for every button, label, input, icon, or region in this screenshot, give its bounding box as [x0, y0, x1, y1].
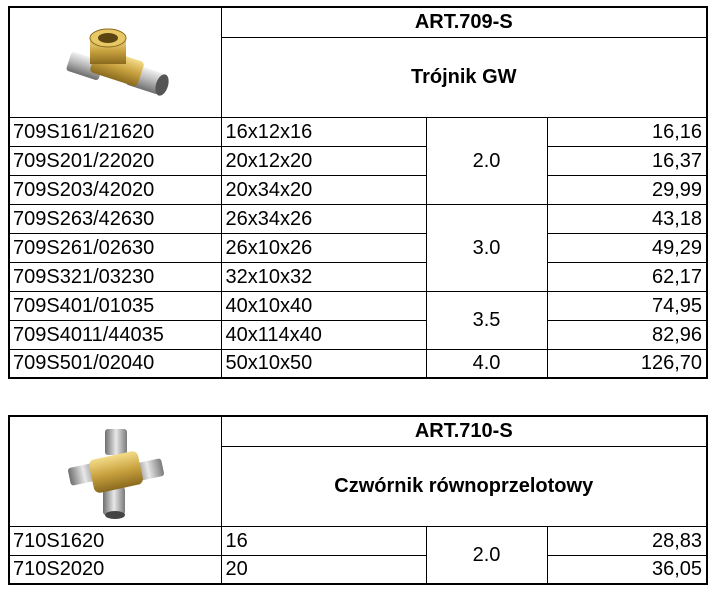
- product-code: 709S161/21620: [9, 117, 221, 146]
- product-name: Trójnik GW: [221, 37, 707, 117]
- product-size: 26x34x26: [221, 204, 426, 233]
- product-code: 709S501/02040: [9, 349, 221, 378]
- product-code: 709S321/03230: [9, 262, 221, 291]
- brass-cross-fitting-icon: [55, 421, 175, 521]
- article-number: ART.710-S: [221, 416, 707, 446]
- wall-thickness: 3.5: [426, 291, 547, 349]
- product-size: 16: [221, 526, 426, 555]
- price-table-709s: [8, 6, 708, 379]
- product-size: 50x10x50: [221, 349, 426, 378]
- brass-tee-fitting-icon: [50, 18, 180, 106]
- product-code: 709S401/01035: [9, 291, 221, 320]
- product-price: 43,18: [547, 204, 707, 233]
- article-number: ART.709-S: [221, 7, 707, 37]
- product-size: 40x114x40: [221, 320, 426, 349]
- product-size: 26x10x26: [221, 233, 426, 262]
- wall-thickness: 4.0: [426, 349, 547, 378]
- wall-thickness: 2.0: [426, 117, 547, 204]
- product-code: 709S201/22020: [9, 146, 221, 175]
- product-price: 16,16: [547, 117, 707, 146]
- product-price: 16,37: [547, 146, 707, 175]
- product-size: 16x12x16: [221, 117, 426, 146]
- product-price: 74,95: [547, 291, 707, 320]
- product-code: 710S1620: [9, 526, 221, 555]
- product-name: Czwórnik równoprzelotowy: [221, 446, 707, 526]
- product-size: 20x34x20: [221, 175, 426, 204]
- product-price: 29,99: [547, 175, 707, 204]
- product-code: 709S203/42020: [9, 175, 221, 204]
- product-size: 40x10x40: [221, 291, 426, 320]
- product-code: 709S4011/44035: [9, 320, 221, 349]
- wall-thickness: 3.0: [426, 204, 547, 291]
- product-image-cell: [9, 7, 221, 117]
- product-price: 49,29: [547, 233, 707, 262]
- product-size: 20: [221, 555, 426, 584]
- product-code: 709S261/02630: [9, 233, 221, 262]
- product-price: 62,17: [547, 262, 707, 291]
- product-code: 710S2020: [9, 555, 221, 584]
- product-size: 20x12x20: [221, 146, 426, 175]
- product-price: 36,05: [547, 555, 707, 584]
- product-size: 32x10x32: [221, 262, 426, 291]
- product-price: 82,96: [547, 320, 707, 349]
- wall-thickness: 2.0: [426, 526, 547, 584]
- product-code: 709S263/42630: [9, 204, 221, 233]
- product-price: 126,70: [547, 349, 707, 378]
- product-price: 28,83: [547, 526, 707, 555]
- product-image-cell: [9, 416, 221, 526]
- price-table-710s: [8, 415, 708, 585]
